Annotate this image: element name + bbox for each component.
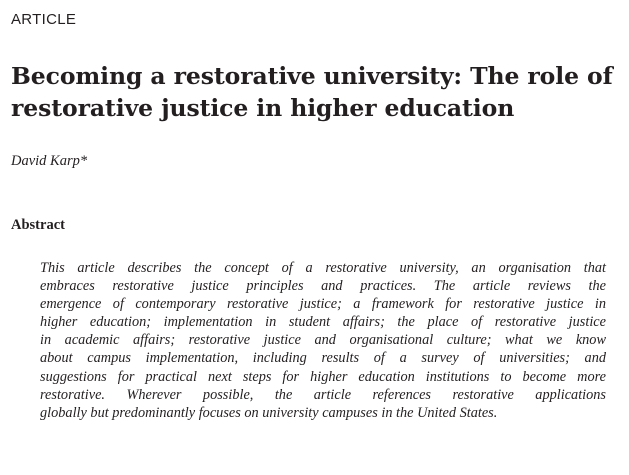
abstract-line: higher education; implementation in student affairs; the place of restorative justice	[40, 314, 606, 331]
author-name: David Karp*	[11, 153, 88, 169]
abstract-line: in academic affairs; restorative justice and organisational culture; what we know	[40, 332, 606, 349]
abstract-line: This article describes the concept of a restorative university, an organisation that	[40, 260, 606, 276]
abstract-line: about campus implementation, including results of a survey of universities; and	[40, 350, 606, 367]
abstract-line: restorative. Wherever possible, the article references restorative applications	[40, 386, 606, 403]
article-title	[11, 60, 611, 124]
abstract-line: globally but predominantly focuses on university campuses in the United States.	[40, 404, 498, 421]
abstract-heading: Abstract	[11, 217, 65, 233]
abstract-line: embraces restorative justice principles and practices. The article reviews the	[40, 278, 606, 295]
abstract-text	[40, 259, 606, 422]
section-label: ARTICLE	[11, 11, 77, 28]
article-title-line: Becoming a restorative university: The role of	[11, 62, 613, 90]
abstract-line: suggestions for practical next steps for higher education institutions to become more	[40, 368, 606, 385]
abstract-line: emergence of contemporary restorative justice; a framework for restorative justice in	[40, 296, 606, 313]
article-title-line: restorative justice in higher education	[11, 94, 515, 122]
